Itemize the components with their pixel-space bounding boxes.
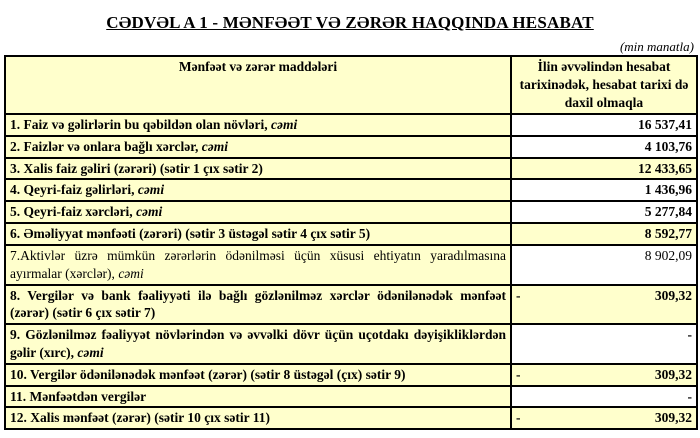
row-value: 1 436,96 (511, 179, 697, 201)
row-label: 3. Xalis faiz gəliri (zərəri) (sətir 1 çıx sətir 2) (5, 158, 511, 180)
row-value: 8 592,77 (511, 223, 697, 245)
table-row (5, 114, 697, 136)
row-value: 5 277,84 (511, 201, 697, 223)
row-label: 11. Mənfəətdən vergilər (5, 386, 511, 408)
row-label: 8. Vergilər və bank fəaliyyəti ilə bağlı gözlənilməz xərclər ödənilənədək mənfəət (zərər) (sətir 6 çıx sətir 7) (5, 285, 511, 325)
row-value: - (511, 324, 697, 364)
row-value: 8 902,09 (511, 245, 697, 285)
profit-loss-table (4, 55, 698, 430)
row-label: 5. Qeyri-faiz xərcləri, cəmi (5, 201, 511, 223)
row-value: 4 103,76 (511, 136, 697, 158)
row-label: 7.Aktivlər üzrə mümkün zərərlərin ödənilməsi üçün xüsusi ehtiyatın yaradılmasına ayırmalar (xərclər), cəmi (5, 245, 511, 285)
unit-note: (min manatla) (619, 39, 694, 54)
column-header-period: İlin əvvəlindən hesabat tarixinədək, hesabat tarixi də daxil olmaqla (511, 56, 697, 114)
table-row (5, 136, 697, 158)
table-row (5, 245, 697, 285)
row-label: 6. Əməliyyat mənfəəti (zərəri) (sətir 3 üstəgəl sətir 4 çıx sətir 5) (5, 223, 511, 245)
table-row (5, 201, 697, 223)
table-row (5, 223, 697, 245)
row-label: 4. Qeyri-faiz gəlirləri, cəmi (5, 179, 511, 201)
column-header-items: Mənfəət və zərər maddələri (5, 56, 511, 114)
row-label: 10. Vergilər ödənilənədək mənfəət (zərər) (sətir 8 üstəgəl (çıx) sətir 9) (5, 364, 511, 386)
table-row (5, 285, 697, 325)
row-label: 1. Faiz və gəlirlərin bu qəbildən olan növləri, cəmi (5, 114, 511, 136)
table-row (5, 324, 697, 364)
table-row (5, 364, 697, 386)
row-value: 12 433,65 (511, 158, 697, 180)
negative-dash: - (516, 287, 521, 303)
table-row (5, 407, 697, 429)
table-row (5, 158, 697, 180)
negative-dash: - (516, 410, 521, 426)
row-value: - 309,32 (511, 285, 697, 325)
row-label: 9. Gözlənilməz fəaliyyət növlərindən və əvvəlki dövr üçün uçotdakı dəyişikliklərdən gəlir (xırc), cəmi (5, 324, 511, 364)
row-value: - 309,32 (511, 407, 697, 429)
page-title: CƏDVƏL A 1 - MƏNFƏƏT VƏ ZƏRƏR HAQQINDA HESABAT (106, 13, 594, 32)
table-row (5, 386, 697, 408)
header-row (5, 56, 697, 114)
row-value: - 309,32 (511, 364, 697, 386)
row-value: 16 537,41 (511, 114, 697, 136)
row-label: 12. Xalis mənfəət (zərər) (sətir 10 çıx sətir 11) (5, 407, 511, 429)
row-value: - (511, 386, 697, 408)
table-row (5, 179, 697, 201)
negative-dash: - (516, 366, 521, 382)
row-label: 2. Faizlər və onlara bağlı xərclər, cəmi (5, 136, 511, 158)
